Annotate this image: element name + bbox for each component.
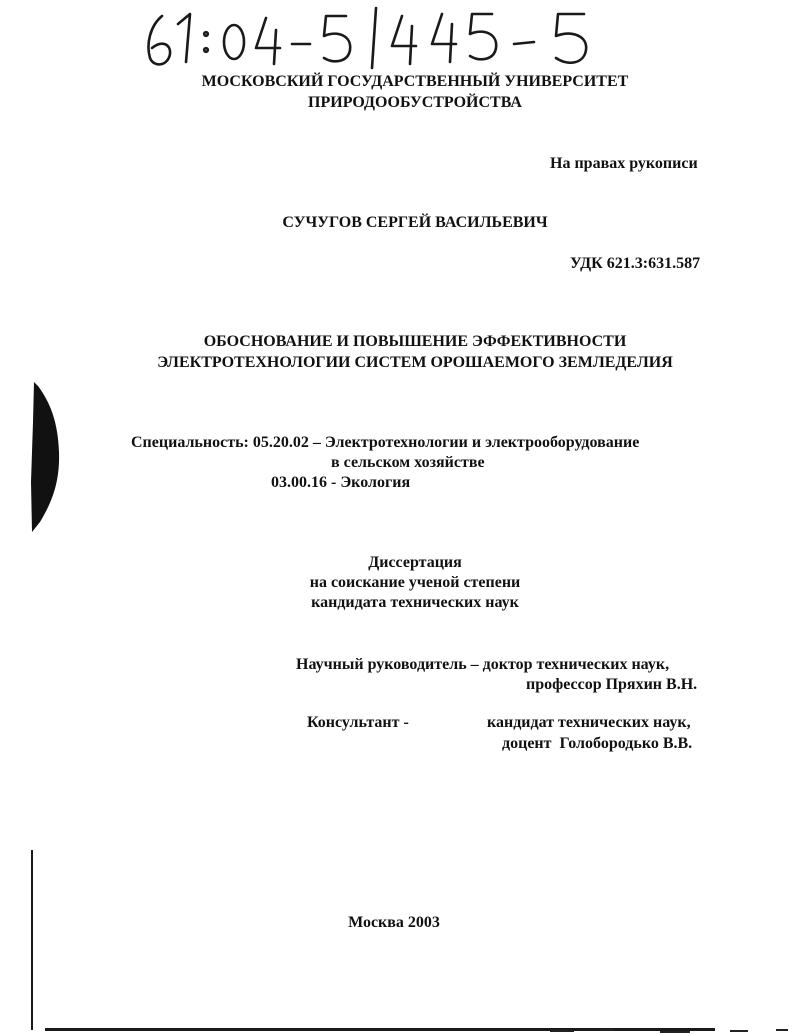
specialty-line-1: Специальность: 05.20.02 – Электротехнологии и электрооборудование [131, 434, 640, 451]
university-line-1: МОСКОВСКИЙ ГОСУДАРСТВЕННЫЙ УНИВЕРСИТЕТ [201, 73, 629, 90]
title-line-1: ОБОСНОВАНИЕ И ПОВЫШЕНИЕ ЭФФЕКТИВНОСТИ [203, 333, 627, 350]
city-year: Москва 2003 [348, 914, 440, 931]
supervisor-line-2: профессор Пряхин В.Н. [526, 676, 698, 693]
consultant-degree: кандидат технических наук, [487, 714, 691, 731]
dissertation-line-1: Диссертация [368, 554, 462, 571]
scan-specks [540, 1024, 799, 1034]
dissertation-line-3: кандидата технических наук [311, 594, 519, 611]
dissertation-line-2: на соискание ученой степени [309, 574, 521, 591]
consultant-name: доцент Голобородько В.В. [502, 735, 693, 752]
specialty-line-2: в сельском хозяйстве [331, 454, 485, 471]
specialty-line-3: 03.00.16 - Экология [271, 474, 411, 491]
supervisor-line-1: Научный руководитель – доктор технических наук, [296, 656, 670, 673]
author-name: СУЧУГОВ СЕРГЕЙ ВАСИЛЬЕВИЧ [282, 214, 548, 231]
university-line-2: ПРИРОДООБУСТРОЙСТВА [308, 94, 522, 111]
handwritten-code [140, 4, 610, 70]
consultant-label: Консультант - [307, 714, 409, 731]
title-line-2: ЭЛЕКТРОТЕХНОЛОГИИ СИСТЕМ ОРОШАЕМОГО ЗЕМЛЕДЕЛИЯ [157, 354, 673, 371]
udc-code: УДК 621.3:631.587 [570, 255, 701, 272]
scan-edge-line-left [31, 850, 33, 1030]
handwritten-code-drawing [140, 4, 610, 70]
manuscript-rights: На правах рукописи [550, 155, 698, 172]
scan-edge-shadow [28, 382, 68, 532]
